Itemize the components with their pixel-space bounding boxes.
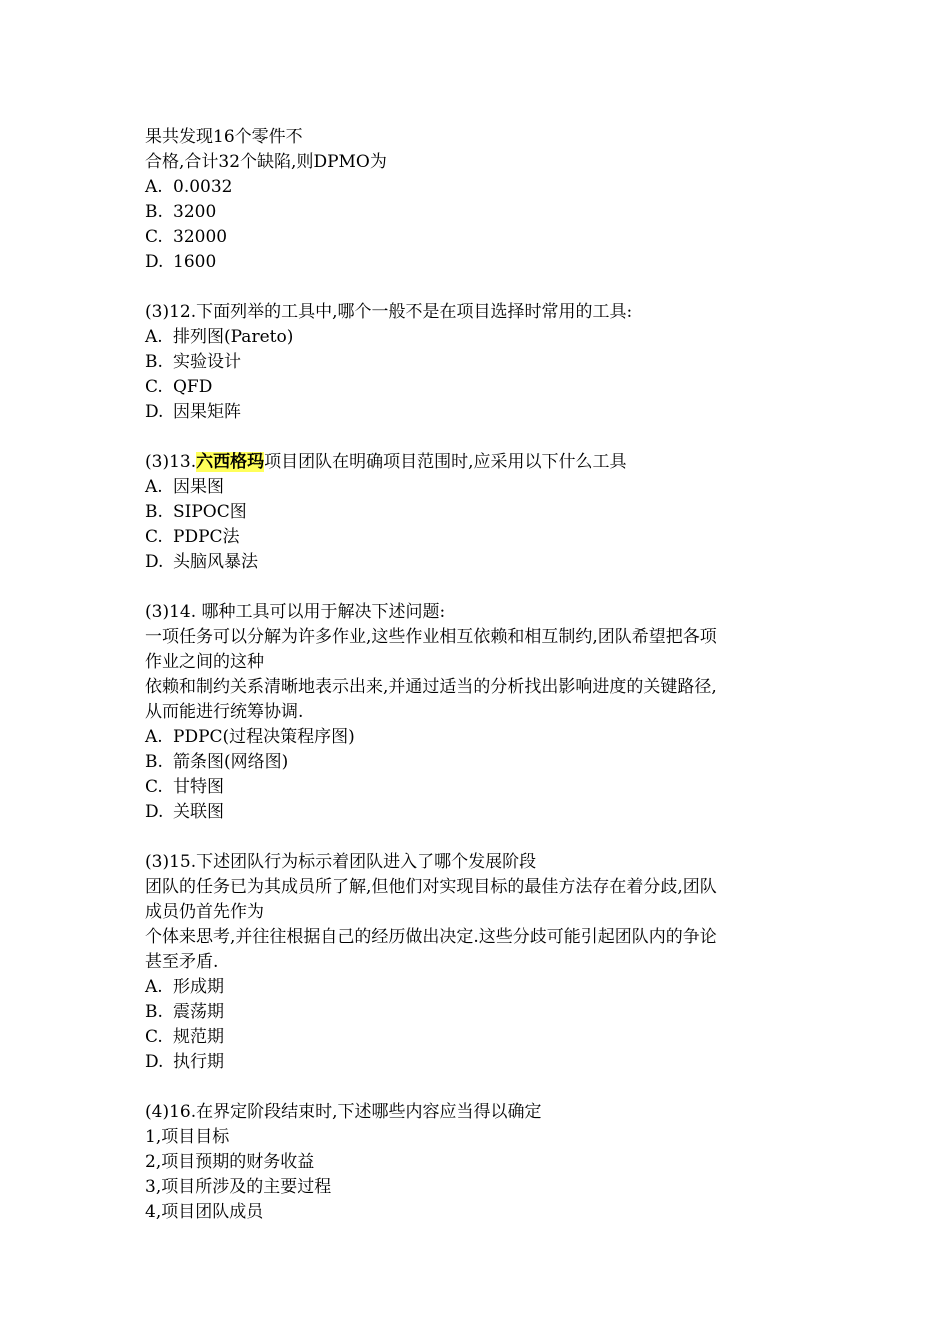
option-c xyxy=(145,1025,845,1050)
option-b xyxy=(145,750,845,775)
option-letter: A. xyxy=(145,477,163,497)
option-letter: B. xyxy=(145,502,163,522)
option-d xyxy=(145,400,845,425)
document-page xyxy=(145,125,845,1225)
spacer xyxy=(145,1075,845,1100)
option-letter: B. xyxy=(145,752,163,772)
option-letter: C. xyxy=(145,377,163,397)
question-text-line: 依赖和制约关系清晰地表示出来,并通过适当的分析找出影响进度的关键路径, xyxy=(145,677,717,697)
question-text-line: 个体来思考,并往往根据自己的经历做出决定.这些分歧可能引起团队内的争论 xyxy=(145,927,717,947)
question-text-line: 果共发现16个零件不 xyxy=(145,127,303,147)
question-title: (3)12.下面列举的工具中,哪个一般不是在项目选择时常用的工具: xyxy=(145,302,633,322)
option-letter: C. xyxy=(145,227,163,247)
option-text: QFD xyxy=(173,377,213,397)
option-letter: B. xyxy=(145,202,163,222)
option-d xyxy=(145,800,845,825)
highlighted-term: 六西格玛 xyxy=(196,452,265,472)
option-text: 因果矩阵 xyxy=(173,402,241,422)
option-letter: A. xyxy=(145,177,163,197)
question-15 xyxy=(145,850,845,1075)
question-14 xyxy=(145,600,845,825)
option-letter: C. xyxy=(145,777,163,797)
option-text: 排列图(Pareto) xyxy=(173,327,294,347)
option-b xyxy=(145,350,845,375)
question-text-line: 从而能进行统筹协调. xyxy=(145,702,304,722)
spacer xyxy=(145,825,845,850)
option-text: 甘特图 xyxy=(173,777,224,797)
question-text: 项目团队在明确项目范围时,应采用以下什么工具 xyxy=(264,452,627,472)
question-16 xyxy=(145,1100,845,1225)
question-11 xyxy=(145,125,845,275)
option-c xyxy=(145,225,845,250)
option-d xyxy=(145,550,845,575)
question-text-line: 一项任务可以分解为许多作业,这些作业相互依赖和相互制约,团队希望把各项 xyxy=(145,627,717,647)
option-text: 箭条图(网络图) xyxy=(173,752,289,772)
option-b xyxy=(145,200,845,225)
option-letter: D. xyxy=(145,402,164,422)
option-letter: A. xyxy=(145,327,163,347)
question-text-line: (3)14. 哪种工具可以用于解决下述问题: xyxy=(145,602,446,622)
option-letter: A. xyxy=(145,977,163,997)
option-text: 实验设计 xyxy=(173,352,241,372)
option-d xyxy=(145,1050,845,1075)
option-text: 头脑风暴法 xyxy=(173,552,258,572)
option-text: 形成期 xyxy=(173,977,224,997)
option-text: PDPC法 xyxy=(173,527,240,547)
option-a xyxy=(145,325,845,350)
option-text: 震荡期 xyxy=(173,1002,224,1022)
option-text: 3200 xyxy=(173,202,217,222)
question-text-line: 成员仍首先作为 xyxy=(145,902,264,922)
option-letter: B. xyxy=(145,352,163,372)
option-letter: C. xyxy=(145,1027,163,1047)
option-a xyxy=(145,725,845,750)
question-text-line: 作业之间的这种 xyxy=(145,652,264,672)
option-letter: D. xyxy=(145,802,164,822)
option-text: 32000 xyxy=(173,227,228,247)
option-letter: A. xyxy=(145,727,163,747)
list-item: 1,项目目标 xyxy=(145,1127,230,1147)
option-a xyxy=(145,975,845,1000)
option-text: 1600 xyxy=(173,252,217,272)
question-text-line: (4)16.在界定阶段结束时,下述哪些内容应当得以确定 xyxy=(145,1102,542,1122)
option-c xyxy=(145,775,845,800)
question-text-line: 合格,合计32个缺陷,则DPMO为 xyxy=(145,152,387,172)
question-text-line: 团队的任务已为其成员所了解,但他们对实现目标的最佳方法存在着分歧,团队 xyxy=(145,877,717,897)
question-title xyxy=(145,450,845,475)
option-letter: C. xyxy=(145,527,163,547)
option-d xyxy=(145,250,845,275)
option-text: 执行期 xyxy=(173,1052,224,1072)
option-a xyxy=(145,475,845,500)
option-text: SIPOC图 xyxy=(173,502,247,522)
spacer xyxy=(145,275,845,300)
question-text-line: (3)15.下述团队行为标示着团队进入了哪个发展阶段 xyxy=(145,852,537,872)
option-c xyxy=(145,375,845,400)
question-text-line: 甚至矛盾. xyxy=(145,952,219,972)
option-c xyxy=(145,525,845,550)
option-b xyxy=(145,1000,845,1025)
option-b xyxy=(145,500,845,525)
question-13 xyxy=(145,450,845,575)
option-text: 关联图 xyxy=(173,802,224,822)
option-text: 规范期 xyxy=(173,1027,224,1047)
option-letter: D. xyxy=(145,252,164,272)
question-12 xyxy=(145,300,845,425)
spacer xyxy=(145,425,845,450)
spacer xyxy=(145,575,845,600)
option-letter: D. xyxy=(145,552,164,572)
option-text: PDPC(过程决策程序图) xyxy=(173,727,355,747)
list-item: 3,项目所涉及的主要过程 xyxy=(145,1177,332,1197)
list-item: 2,项目预期的财务收益 xyxy=(145,1152,315,1172)
question-number: (3)13. xyxy=(145,452,197,472)
option-text: 因果图 xyxy=(173,477,224,497)
option-text: 0.0032 xyxy=(173,177,233,197)
option-letter: D. xyxy=(145,1052,164,1072)
option-a xyxy=(145,175,845,200)
list-item: 4,项目团队成员 xyxy=(145,1202,264,1222)
option-letter: B. xyxy=(145,1002,163,1022)
